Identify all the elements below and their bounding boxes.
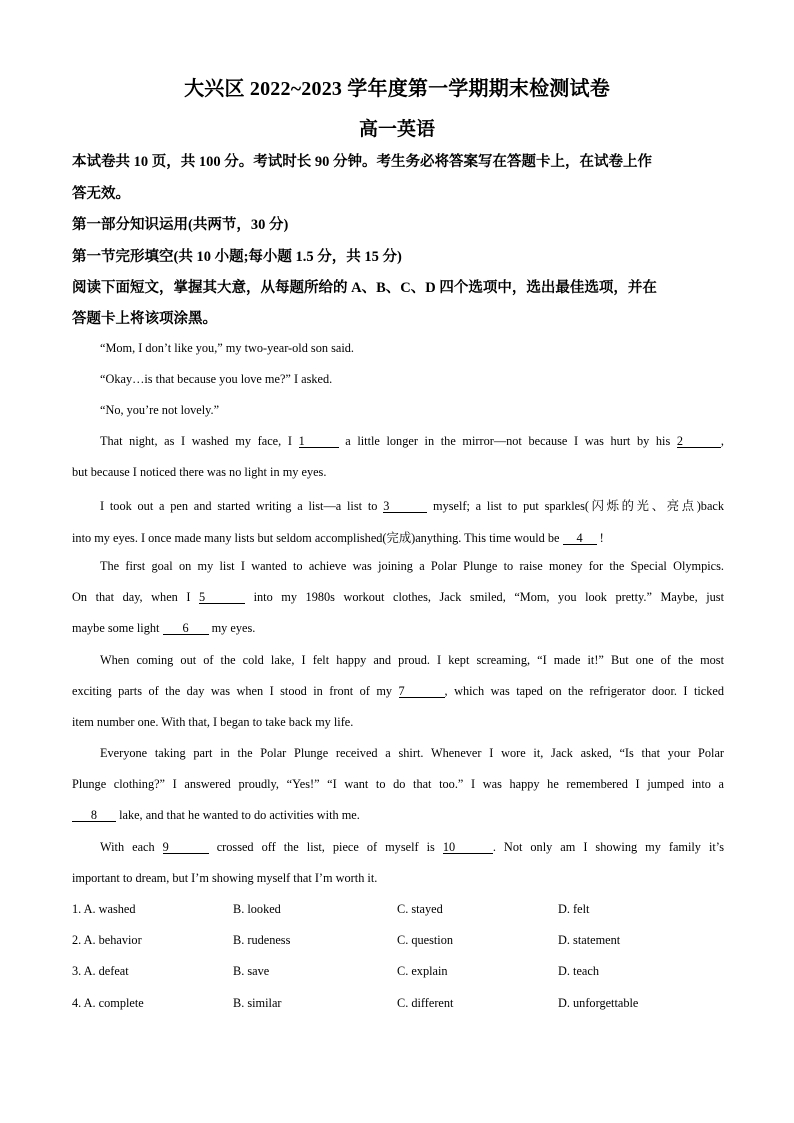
exam-subtitle: 高一英语 (358, 119, 435, 140)
instructions-line-1: 阅读下面短文，掌握其大意，从每题所给的 A、B、C、D 四个选项中，选出最佳选项，并在 (72, 280, 657, 296)
passage-line: item number one. With that, I began to take back my life. (72, 715, 354, 729)
blank-6: 6 (163, 622, 209, 635)
instructions-line-2: 答题卡上将该项涂黑。 (72, 311, 217, 327)
option-b[interactable]: B. rudeness (233, 933, 291, 947)
passage-text: That night, as I washed my face, I (100, 434, 292, 448)
option-b[interactable]: B. looked (233, 902, 281, 916)
option-d[interactable]: D. unforgettable (558, 996, 639, 1010)
intro-line-2: 答无效。 (72, 186, 130, 202)
passage-text: ! (599, 531, 604, 545)
option-b[interactable]: B. save (233, 964, 270, 978)
passage-text: lake, and that he wanted to do activities with me. (119, 808, 360, 822)
passage-text: With each (100, 840, 155, 854)
blank-10: 10 (443, 841, 493, 854)
passage-text: , (720, 434, 724, 448)
passage-text: a little longer in the mirror—not because I was hurt by his (345, 434, 671, 448)
passage-line (72, 590, 724, 605)
passage-line: “No, you’re not lovely.” (100, 403, 220, 417)
passage-text: I took out a pen and started writing a list—a list to (100, 499, 378, 513)
exam-title: 大兴区 2022~2023 学年度第一学期期末检测试卷 (184, 78, 610, 100)
blank-1: 1 (299, 435, 339, 448)
blank-3: 3 (383, 500, 427, 513)
passage-line (72, 684, 724, 699)
passage-line: “Okay…is that because you love me?” I asked. (100, 372, 333, 386)
passage-line: important to dream, but I’m showing myself that I’m worth it. (72, 871, 378, 885)
option-c[interactable]: C. stayed (397, 902, 443, 916)
passage-text: into my eyes. I once made many lists but seldom accomplished(完成)anything. This time would be (72, 531, 560, 545)
option-d[interactable]: D. statement (558, 933, 621, 947)
passage-line: The first goal on my list I wanted to achieve was joining a Polar Plunge to raise money for the Special Olympics. (100, 559, 724, 573)
passage-line: Plunge clothing?” I answered proudly, “Yes!” “I want to do that too.” I was happy he remembered I jumped into a (72, 777, 724, 791)
passage-text: into my 1980s workout clothes, Jack smiled, “Mom, you look pretty.” Maybe, just (253, 590, 725, 604)
option-c[interactable]: C. explain (397, 964, 448, 978)
passage-line (72, 528, 724, 546)
passage-text: my eyes. (211, 621, 256, 635)
option-d[interactable]: D. teach (558, 964, 599, 978)
blank-8: 8 (72, 809, 116, 822)
passage-line: “Mom, I don’t like you,” my two-year-old son said. (100, 341, 354, 355)
passage-text: . Not only am I showing my family it’s (492, 840, 725, 854)
option-a[interactable]: 1. A. washed (72, 902, 136, 916)
intro-line-1: 本试卷共 10 页，共 100 分。考试时长 90 分钟。考生务必将答案写在答题卡上，在试卷上作 (72, 154, 652, 170)
passage-line (100, 496, 724, 514)
option-a[interactable]: 2. A. behavior (72, 933, 142, 947)
passage-line: Everyone taking part in the Polar Plunge received a shirt. Whenever I wore it, Jack asked, “Is that your Polar (100, 746, 724, 760)
option-c[interactable]: C. question (397, 933, 454, 947)
option-d[interactable]: D. felt (558, 902, 590, 916)
option-b[interactable]: B. similar (233, 996, 282, 1010)
passage-line: but because I noticed there was no light in my eyes. (72, 465, 327, 479)
blank-4: 4 (563, 532, 597, 545)
passage-line (100, 434, 724, 449)
passage-text: myself; a list to put sparkles(闪烁的光、亮点)back (433, 499, 725, 513)
blank-5: 5 (199, 591, 245, 604)
blank-9: 9 (163, 841, 209, 854)
passage-text: , which was taped on the refrigerator door. I ticked (444, 684, 725, 698)
blank-2: 2 (677, 435, 721, 448)
passage-text: crossed off the list, piece of myself is (216, 840, 435, 854)
passage-line (72, 808, 724, 823)
blank-7: 7 (399, 685, 445, 698)
option-c[interactable]: C. different (397, 996, 454, 1010)
passage-text: maybe some light (72, 621, 160, 635)
passage-text: exciting parts of the day was when I stood in front of my (72, 684, 393, 698)
section-heading: 第一节完形填空(共 10 小题;每小题 1.5 分，共 15 分) (72, 249, 402, 265)
passage-line (100, 840, 724, 855)
passage-line (72, 621, 724, 636)
passage-line: When coming out of the cold lake, I felt happy and proud. I kept screaming, “I made it!” But one of the most (100, 653, 724, 667)
passage-text: On that day, when I (72, 590, 191, 604)
option-a[interactable]: 4. A. complete (72, 996, 144, 1010)
option-a[interactable]: 3. A. defeat (72, 964, 129, 978)
part-heading: 第一部分知识运用(共两节，30 分) (72, 217, 289, 233)
